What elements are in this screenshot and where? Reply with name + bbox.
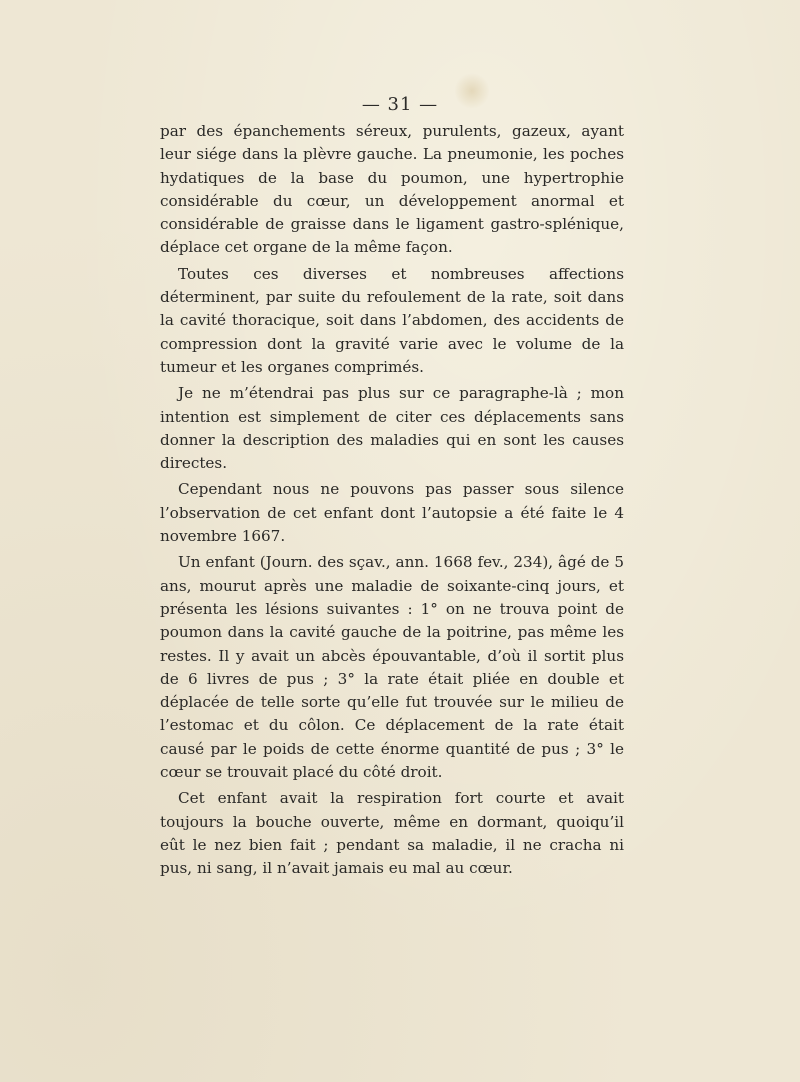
paragraph-3: Je ne m’étendrai pas plus sur ce paragraphe-là ; mon intention est simplement de citer ces déplacements sans donner la description des maladies qui en sont les causes directes. bbox=[160, 384, 624, 473]
page-number: — 31 — bbox=[361, 94, 439, 115]
paragraph-5: Un enfant (Journ. des sçav., ann. 1668 fev., 234), âgé de 5 ans, mourut après une maladie de soixante-cinq jours, et présenta les lésions suivantes : 1° on ne trouva point de poumon dans la cavité gauche de la poitrine, pas même les restes. Il y avait un abcès épouvantable, d’où il sortit plus de 6 livres de pus ; 3° la rate était pliée en double et déplacée de telle sorte qu’elle fut trouvée sur le milieu de l’estomac et du côlon. Ce déplacement de la rate était causé par le poids de cette énorme quantité de pus ; 3° le cœur se trouvait placé du côté droit. bbox=[160, 553, 624, 782]
paragraph-4: Cependant nous ne pouvons pas passer sous silence l’observation de cet enfant dont l’autopsie a été faite le 4 novembre 1667. bbox=[160, 480, 624, 546]
paragraph-6: Cet enfant avait la respiration fort courte et avait toujours la bouche ouverte, même en dormant, quoiqu’il eût le nez bien fait ; pendant sa maladie, il ne cracha ni pus, ni sang, il n’avait jamais eu mal au cœur. bbox=[160, 789, 624, 878]
paragraph-2: Toutes ces diverses et nombreuses affections déterminent, par suite du refoulement de la rate, soit dans la cavité thoracique, soit dans l’abdomen, des accidents de compression dont la gravité varie avec le volume de la tumeur et les organes comprimés. bbox=[160, 264, 624, 376]
body-text bbox=[160, 120, 624, 884]
paragraph-1: par des épanchements séreux, purulents, gazeux, ayant leur siége dans la plèvre gauche. La pneumonie, les poches hydatiques de la base du poumon, une hypertrophie considérable du cœur, un développement anormal et considérable de graisse dans le ligament gastro-splénique, déplace cet organe de la même façon. bbox=[160, 122, 624, 257]
